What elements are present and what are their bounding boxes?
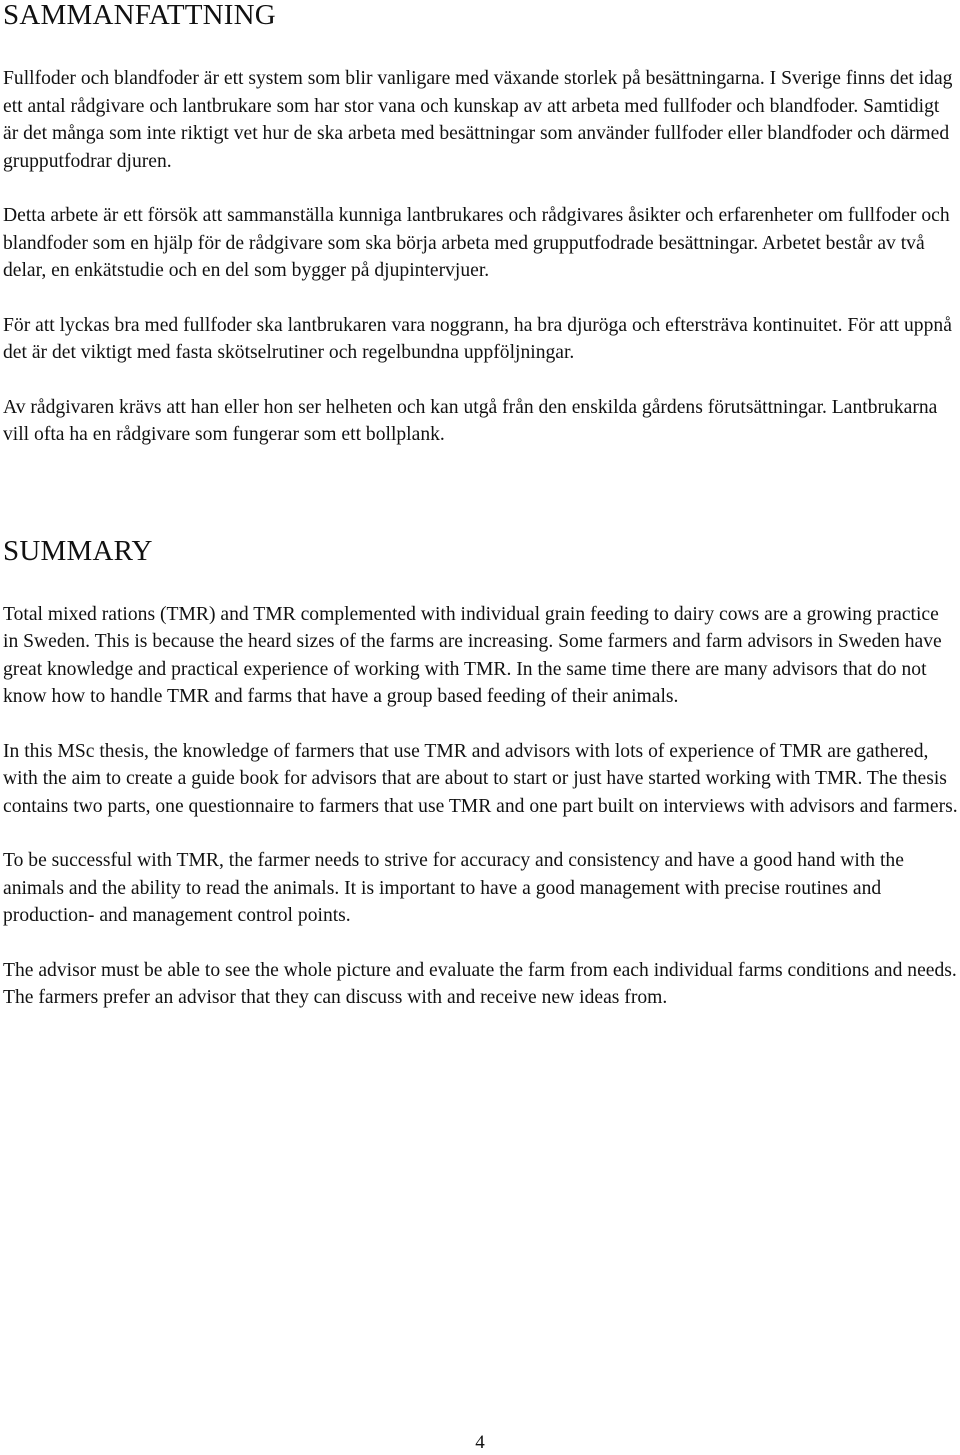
summary-paragraph-4: The advisor must be able to see the whole picture and evaluate the farm from each individual farms conditions and needs. The farmers prefer an advisor that they can discuss with and receive new ideas from. <box>3 959 957 1008</box>
summary-paragraph-2: In this MSc thesis, the knowledge of farmers that use TMR and advisors with lots of experience of TMR are gathered, with the aim to create a guide book for advisors that are about to start or just have started working with TMR. The thesis contains two parts, one questionnaire to farmers that use TMR and one part built on interviews with advisors and farmers. <box>3 740 958 817</box>
page-number: 4 <box>475 1432 485 1453</box>
summary-paragraph-3: To be successful with TMR, the farmer needs to strive for accuracy and consistency and have a good hand with the animals and the ability to read the animals. It is important to have a good management with precise routines and production- and management control points. <box>3 850 904 926</box>
section-title-sammanfattning: SAMMANFATTNING <box>3 0 276 31</box>
sammanfattning-paragraph-1: Fullfoder och blandfoder är ett system som blir vanligare med växande storlek på besättningarna. I Sverige finns det idag ett antal rådgivare och lantbrukare som har stor vana och kunskap av att arbeta med fullfoder och blandfoder. Samtidigt är det många som inte riktigt vet hur de ska arbeta med besättningar som använder fullfoder eller blandfoder och därmed grupputfodrar djuren. <box>3 68 953 172</box>
sammanfattning-paragraph-3: För att lyckas bra med fullfoder ska lantbrukaren vara noggrann, ha bra djuröga och eftersträva kontinuitet. För att uppnå det är det viktigt med fasta skötselrutiner och regelbundna uppföljningar. <box>3 314 952 363</box>
summary-paragraph-1: Total mixed rations (TMR) and TMR complemented with individual grain feeding to dairy cows are a growing practice in Sweden. This is because the heard sizes of the farms are increasing. Some farmers and farm advisors in Sweden have great knowledge and practical experience of working with TMR. In the same time there are many advisors that do not know how to handle TMR and farms that have a group based feeding of their animals. <box>3 603 942 707</box>
sammanfattning-paragraph-2: Detta arbete är ett försök att sammanställa kunniga lantbrukares och rådgivares åsikter och erfarenheter om fullfoder och blandfoder som en hjälp för de rådgivare som ska börja arbeta med grupputfodrade besättningar. Arbetet består av två delar, en enkätstudie och en del som bygger på djupintervjuer. <box>3 205 950 281</box>
document-page <box>3 0 958 1012</box>
section-title-summary: SUMMARY <box>3 534 153 567</box>
sammanfattning-paragraph-4: Av rådgivaren krävs att han eller hon ser helheten och kan utgå från den enskilda gårdens förutsättningar. Lantbrukarna vill ofta ha en rådgivare som fungerar som ett bollplank. <box>3 396 938 445</box>
